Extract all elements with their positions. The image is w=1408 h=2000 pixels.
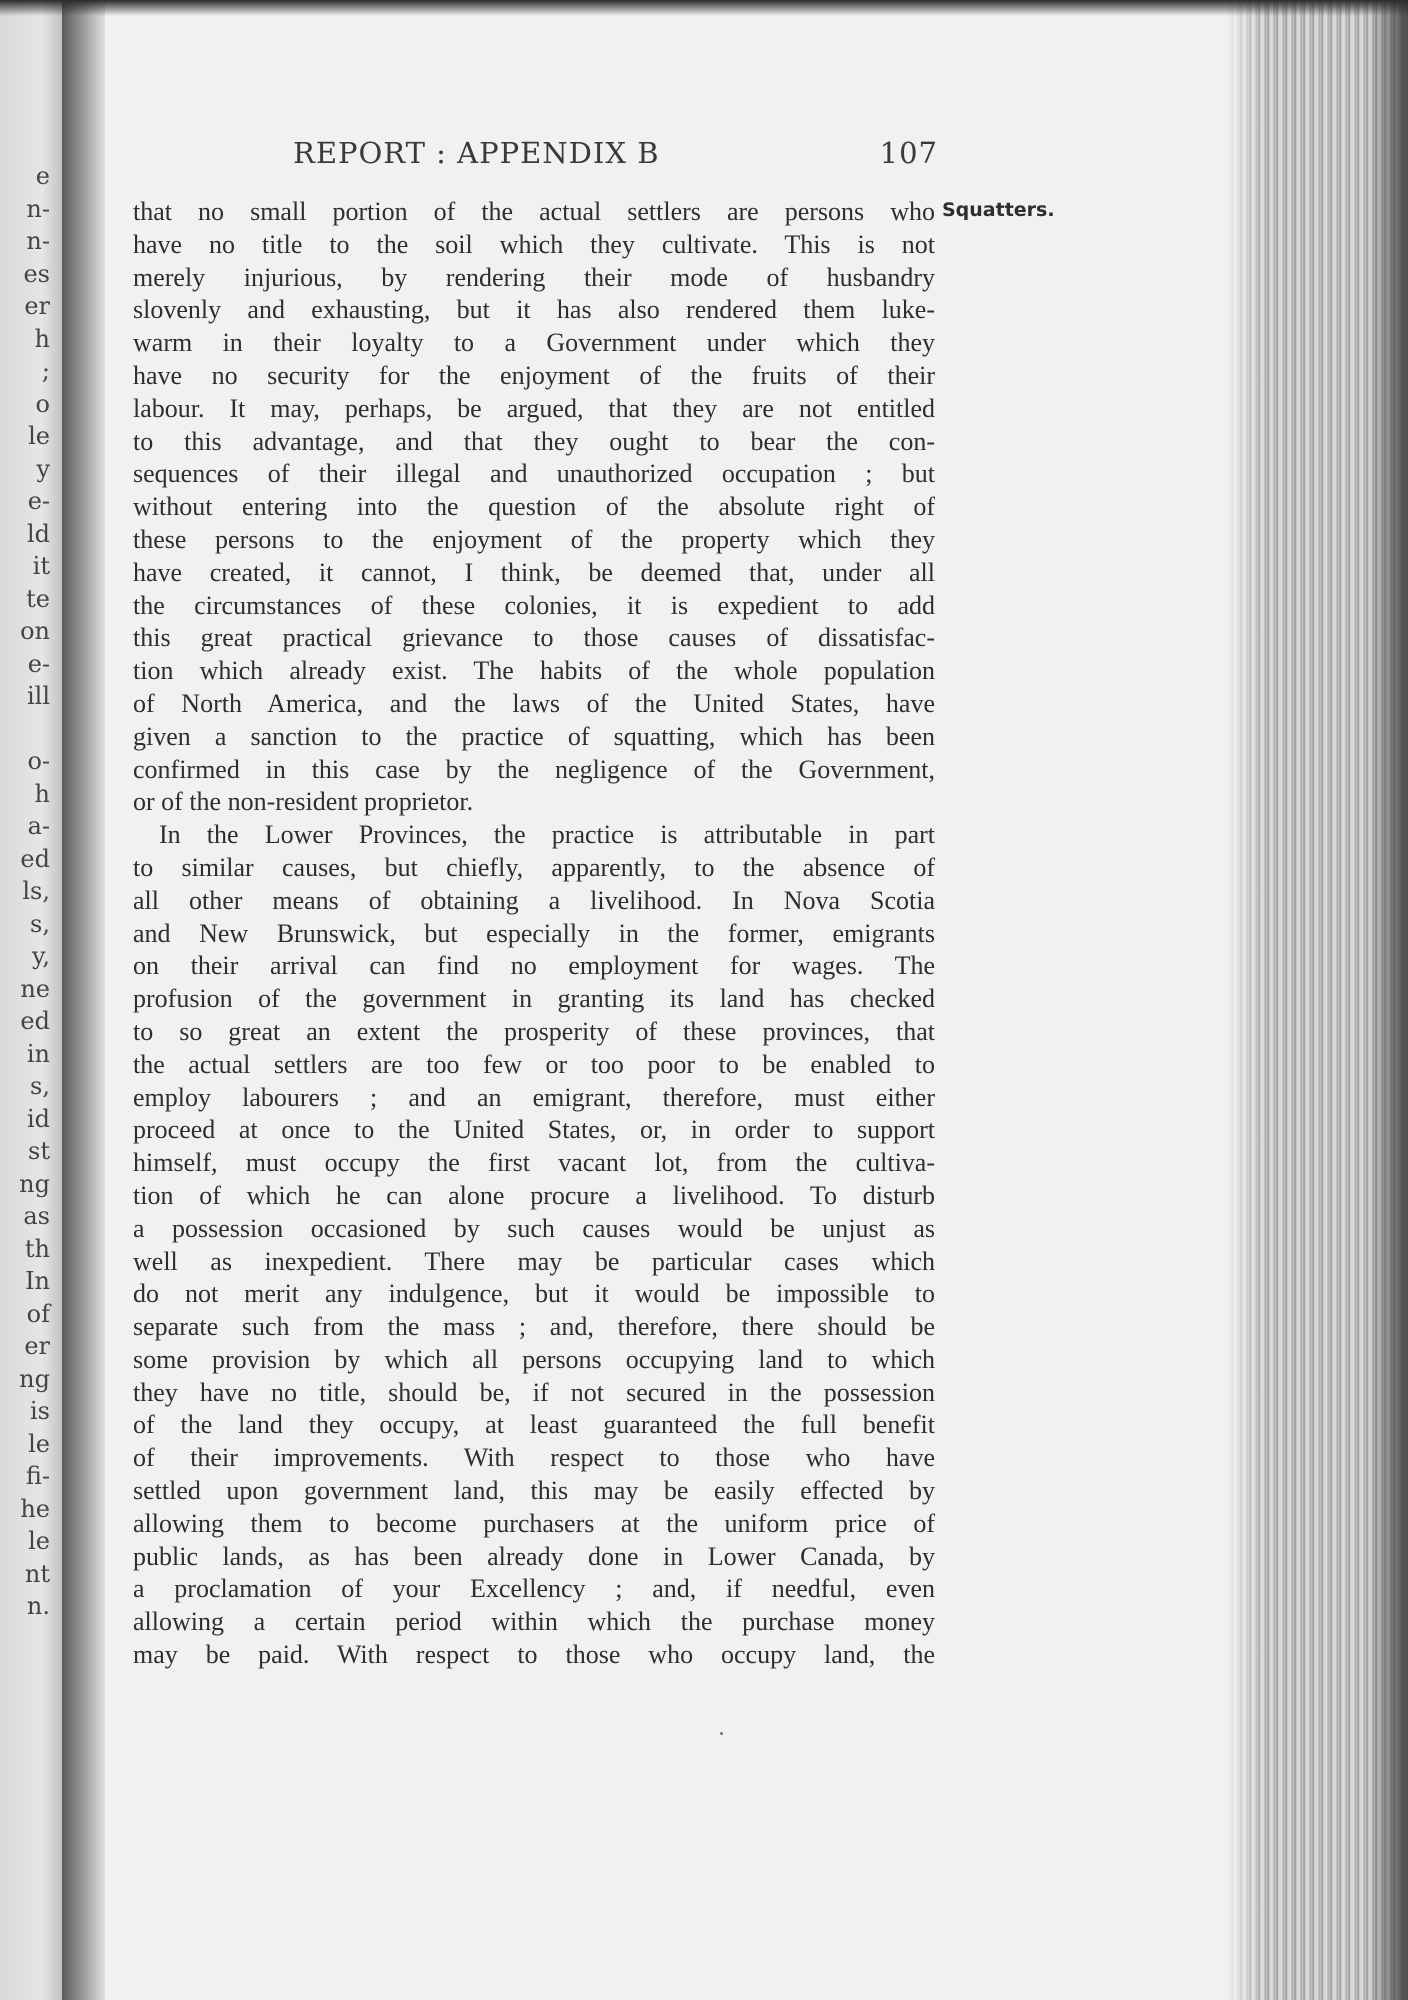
facing-page-fragment: te xyxy=(26,584,50,613)
text-line: well as inexpedient. There may be particular cases which xyxy=(133,1246,935,1276)
facing-page-fragment: er xyxy=(24,1332,50,1360)
facing-page-fragment: as xyxy=(23,1202,50,1230)
facing-page-fragment: ed xyxy=(20,1007,50,1035)
facing-page-fragment: of xyxy=(26,1299,50,1328)
facing-page-fragment: y xyxy=(36,454,50,483)
facing-page-fragment: er xyxy=(24,292,50,320)
facing-page-fragment: n- xyxy=(26,227,50,255)
text-line: that no small portion of the actual settlers are persons who xyxy=(133,197,935,226)
facing-page-fragment: st xyxy=(28,1137,50,1165)
text-line: or of the non-resident proprietor. xyxy=(133,787,474,817)
text-line: In the Lower Provinces, the practice is attributable in part xyxy=(159,820,935,850)
facing-page-fragment: a- xyxy=(27,812,50,840)
paragraph xyxy=(133,819,935,1672)
text-line: may be paid. With respect to those who occupy land, the xyxy=(133,1640,935,1670)
facing-page-fragment: fi- xyxy=(25,1462,50,1490)
facing-page-fragment: le xyxy=(28,1527,50,1555)
text-line: public lands, as has been already done in Lower Canada, by xyxy=(133,1541,935,1571)
text-line: settled upon government land, this may be easily effected by xyxy=(133,1476,935,1506)
text-line: tion which already exist. The habits of the whole population xyxy=(133,656,935,686)
facing-page-fragment: is xyxy=(30,1397,50,1425)
paragraph xyxy=(133,196,935,819)
text-line: all other means of obtaining a livelihood. In Nova Scotia xyxy=(133,885,935,915)
facing-page-fragment: le xyxy=(28,422,50,450)
facing-page-fragment: ls, xyxy=(22,877,50,905)
text-line: of the land they occupy, at least guaranteed the full benefit xyxy=(133,1410,935,1440)
facing-page-fragment: o- xyxy=(27,747,50,775)
running-head: REPORT : APPENDIX B xyxy=(293,136,660,170)
facing-page-fragment: s, xyxy=(30,1072,50,1100)
text-line: merely injurious, by rendering their mode of husbandry xyxy=(133,262,935,292)
text-line: separate such from the mass ; and, therefore, there should be xyxy=(133,1312,935,1342)
facing-page-text-fragments xyxy=(0,160,60,1623)
text-line: have no title to the soil which they cultivate. This is not xyxy=(133,229,935,259)
text-line: tion of which he can alone procure a livelihood. To disturb xyxy=(133,1180,935,1210)
facing-page-fragment: id xyxy=(26,1104,50,1133)
facing-page-fragment: ; xyxy=(41,357,50,385)
text-line: have no security for the enjoyment of the fruits of their xyxy=(133,360,935,390)
text-line: and New Brunswick, but especially in the former, emigrants xyxy=(133,918,935,948)
text-line: employ labourers ; and an emigrant, therefore, must either xyxy=(133,1082,935,1112)
scan-speck xyxy=(720,1732,723,1735)
text-line: slovenly and exhausting, but it has also rendered them luke- xyxy=(133,295,935,325)
facing-page-fragment: n- xyxy=(26,194,50,223)
facing-page-fragment: th xyxy=(24,1234,50,1263)
facing-page-fragment: o xyxy=(35,389,50,418)
text-line: some provision by which all persons occupying land to which xyxy=(133,1344,935,1374)
facing-page-fragment: it xyxy=(32,552,50,580)
text-line: confirmed in this case by the negligence of the Government, xyxy=(133,754,935,784)
text-line: do not merit any indulgence, but it would be impossible to xyxy=(133,1279,935,1309)
facing-page-fragment: y, xyxy=(32,942,50,970)
text-line: himself, must occupy the first vacant lot, from the cultiva- xyxy=(133,1148,935,1178)
top-shadow xyxy=(0,0,1408,16)
text-line: these persons to the enjoyment of the property which they xyxy=(133,524,935,554)
text-line: a possession occasioned by such causes would be unjust as xyxy=(133,1213,935,1243)
facing-page-fragment: h xyxy=(34,324,50,353)
page-block-edges xyxy=(1225,0,1408,2000)
text-line: profusion of the government in granting its land has checked xyxy=(133,984,935,1014)
facing-page-fragment: in xyxy=(26,1039,50,1068)
text-line: given a sanction to the practice of squatting, which has been xyxy=(133,721,935,751)
text-line: to this advantage, and that they ought to bear the con- xyxy=(133,426,935,456)
text-line: without entering into the question of the absolute right of xyxy=(133,492,935,522)
facing-page-fragment: ng xyxy=(19,1364,50,1393)
text-line: warm in their loyalty to a Government under which they xyxy=(133,328,935,358)
text-line: the actual settlers are too few or too poor to be enabled to xyxy=(133,1049,935,1079)
page-header xyxy=(293,136,938,176)
text-line: sequences of their illegal and unauthorized occupation ; but xyxy=(133,459,935,489)
text-line: of North America, and the laws of the United States, have xyxy=(133,688,935,718)
facing-page-fragment: e- xyxy=(27,487,50,515)
facing-page-fragment: he xyxy=(20,1494,50,1523)
text-line: they have no title, should be, if not secured in the possession xyxy=(133,1377,935,1407)
facing-page-fragment: on xyxy=(20,617,50,645)
facing-page-fragment: le xyxy=(28,1429,50,1458)
facing-page-fragment: n. xyxy=(26,1592,50,1620)
text-line: have created, it cannot, I think, be deemed that, under all xyxy=(133,557,935,587)
page-number: 107 xyxy=(879,136,938,170)
facing-page-fragment: ng xyxy=(19,1169,50,1198)
text-line: allowing them to become purchasers at the uniform price of xyxy=(133,1508,935,1538)
text-line: labour. It may, perhaps, be argued, that they are not entitled xyxy=(133,393,935,423)
facing-page-fragment: nt xyxy=(24,1559,50,1588)
text-line: to similar causes, but chiefly, apparently, to the absence of xyxy=(133,852,935,882)
text-line: of their improvements. With respect to those who have xyxy=(133,1443,935,1473)
facing-page-fragment: s, xyxy=(30,909,50,938)
text-line: the circumstances of these colonies, it is expedient to add xyxy=(133,590,935,620)
facing-page-fragment xyxy=(0,713,50,746)
facing-page-edge xyxy=(0,0,70,2000)
text-line: to so great an extent the prosperity of these provinces, that xyxy=(133,1016,935,1046)
facing-page-fragment: ill xyxy=(26,682,50,710)
facing-page-fragment: ne xyxy=(20,974,50,1003)
text-line: a proclamation of your Excellency ; and, if needful, even xyxy=(133,1574,935,1604)
body-text xyxy=(133,196,935,1672)
text-line: proceed at once to the United States, or, in order to support xyxy=(133,1115,935,1145)
facing-page-fragment: e- xyxy=(27,649,50,678)
text-line: on their arrival can find no employment for wages. The xyxy=(133,951,935,981)
facing-page-fragment: h xyxy=(34,779,50,808)
text-line: allowing a certain period within which the purchase money xyxy=(133,1607,935,1637)
facing-page-fragment: es xyxy=(23,259,50,288)
facing-page-fragment: In xyxy=(25,1267,50,1295)
facing-page-fragment: e xyxy=(35,162,50,190)
facing-page-fragment: ed xyxy=(20,844,50,873)
facing-page-fragment: ld xyxy=(26,519,50,548)
margin-note: Squatters. xyxy=(942,199,1055,221)
text-line: this great practical grievance to those causes of dissatisfac- xyxy=(133,623,935,653)
